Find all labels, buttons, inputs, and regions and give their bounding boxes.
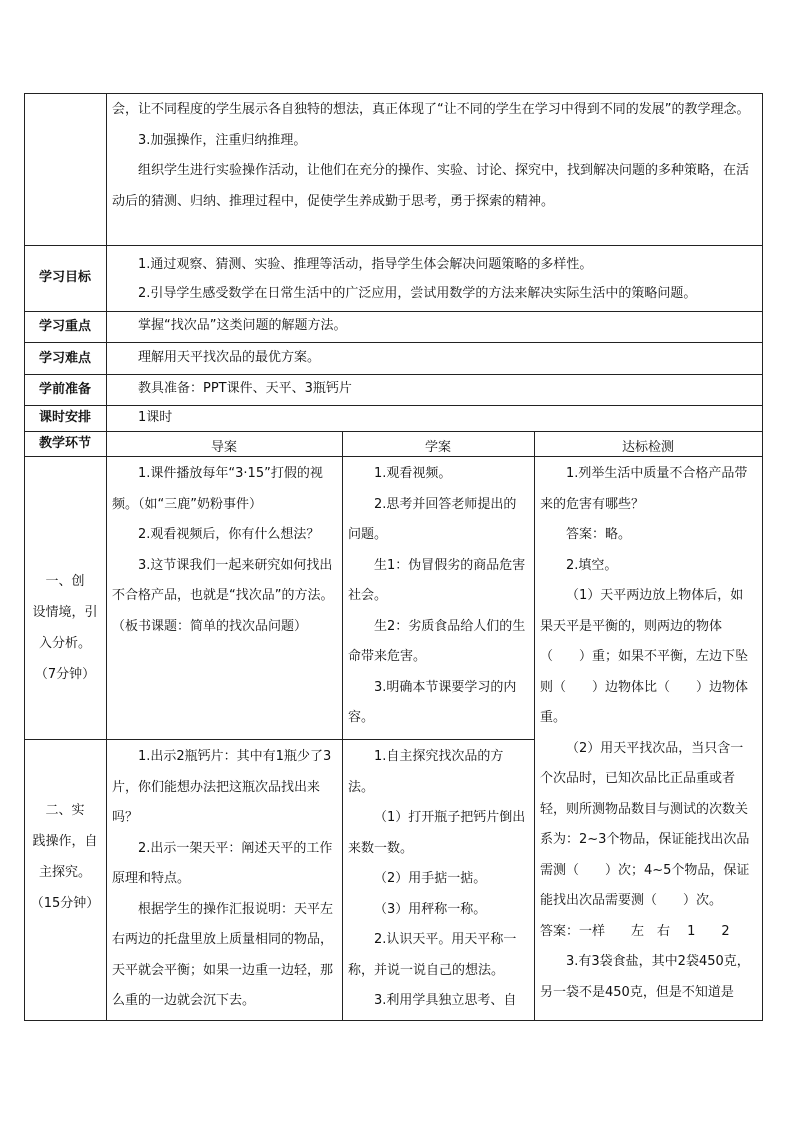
stage-label-line: （15分钟）	[30, 896, 100, 911]
check-paragraph: 1.列举生活中质量不合格产品带来的危害有哪些？	[540, 466, 748, 512]
stage-1-study	[348, 459, 528, 734]
intro-paragraph: 会，让不同程度的学生展示各自独特的想法，真正体现了“让不同的学生在学习中得到不同的发展”的教学理念。	[112, 102, 750, 117]
column-border	[534, 431, 535, 1021]
schedule-cell	[112, 404, 756, 432]
stage-1-label	[24, 566, 106, 690]
stage-label-line: 践操作，自	[32, 834, 98, 849]
study-paragraph: 3.利用学具独立思考、自	[374, 993, 517, 1008]
stage-label-line: 设情境，引	[32, 605, 98, 620]
stage-label-line: 二、实	[45, 803, 85, 818]
header-check: 达标检测	[621, 440, 674, 455]
study-paragraph: 2.思考并回答老师提出的问题。	[348, 496, 517, 542]
guide-paragraph: 根据学生的操作汇报说明：天平左右两边的托盘里放上质量相同的物品，天平就会平衡；如果一边重一边轻，那么重的一边就会沉下去。	[112, 901, 334, 1008]
guide-paragraph: 3.这节课我们一起来研究如何找出不合格产品，也就是“找次品”的方法。（板书课题：简单的找次品问题）	[112, 557, 334, 634]
study-paragraph: 1.自主探究找次品的方法。	[348, 749, 504, 795]
study-paragraph: 3.明确本节课要学习的内容。	[348, 679, 517, 725]
study-paragraph: 1.观看视频。	[374, 466, 452, 481]
check-paragraph: 2.填空。	[566, 557, 618, 573]
stage-label-line: 一、创	[45, 574, 85, 589]
study-paragraph: （1）打开瓶子把钙片倒出来数一数。	[348, 810, 526, 856]
study-paragraph: （2）用手掂一掂。	[374, 871, 487, 886]
header-guide: 导案	[210, 440, 237, 455]
stage-label-line: 主探究。	[38, 865, 91, 880]
stage-2-study	[348, 742, 528, 1017]
row-border	[24, 93, 763, 94]
header-stage: 教学环节	[38, 436, 91, 451]
row-label-difficulties: 学习难点	[38, 351, 91, 366]
row-label-schedule: 课时安排	[38, 410, 91, 425]
check-paragraph: （1）天平两边放上物体后，如果天平是平衡的，则两边的物体（ ）重；如果不平衡，左边下坠则（ ）边物体比（ ）边物体重。	[540, 588, 749, 725]
row-border	[24, 245, 763, 246]
schedule-line: 1课时	[138, 410, 173, 425]
stage-1-guide	[112, 459, 336, 642]
header-study: 学案	[424, 440, 451, 455]
guide-paragraph: 1.出示2瓶钙片：其中有1瓶少了3片，你们能想办法把这瓶次品找出来吗？	[112, 749, 332, 825]
guide-paragraph: 2.出示一架天平：阐述天平的工作原理和特点。	[112, 840, 333, 886]
intro-paragraph: 3.加强操作，注重归纳推理。	[138, 132, 307, 148]
column-border	[342, 431, 343, 1021]
check-paragraph: （2）用天平找次品，当只含一个次品时，已知次品比正品重或者轻，则所测物品数目与测试的次数关系为：2~3个物品，保证能找出次品需测（ ）次；4~5个物品，保证能找出次品需要测（ ）次。	[540, 740, 750, 908]
goal-line: 2.引导学生感受数学在日常生活中的广泛应用，尝试用数学的方法来解决实际生活中的策略问题。	[138, 286, 697, 301]
stage-2-guide	[112, 742, 336, 1017]
answer-line: 答案：一样 左 右 1 2	[540, 923, 730, 939]
difficulty-line: 理解用天平找次品的最优方案。	[138, 350, 321, 365]
intro-cell	[112, 95, 756, 217]
row-label-key-points: 学习重点	[38, 319, 91, 334]
row-border	[24, 1020, 763, 1021]
check-column	[540, 459, 756, 1019]
column-border	[762, 93, 763, 1021]
row-label-learning-goals: 学习目标	[38, 270, 91, 285]
study-paragraph: （3）用秤称一称。	[374, 901, 487, 917]
stage-2-label	[24, 795, 106, 919]
goal-line: 1.通过观察、猜测、实验、推理等活动，指导学生体会解决问题策略的多样性。	[138, 257, 593, 272]
check-paragraph: 3.有3袋食盐，其中2袋450克，另一袋不是450克，但是不知道是	[540, 954, 750, 1000]
guide-paragraph: 2.观看视频后，你有什么想法？	[138, 527, 320, 542]
check-paragraph: 答案：略。	[566, 527, 632, 542]
intro-paragraph: 组织学生进行实验操作活动，让他们在充分的操作、实验、讨论、探究中，找到解决问题的多种策略，在活动后的猜测、归纳、推理过程中，促使学生养成勤于思考，勇于探索的精神。	[112, 163, 750, 209]
column-border	[106, 93, 107, 1021]
learning-goals-cell	[112, 250, 756, 308]
guide-paragraph: 1.课件播放每年“3·15”打假的视频。（如“三鹿”奶粉事件）	[112, 466, 323, 512]
key-point-line: 掌握“找次品”这类问题的解题方法。	[138, 318, 347, 333]
study-paragraph: 生1：伪冒假劣的商品危害社会。	[348, 557, 526, 603]
study-paragraph: 2.认识天平。用天平称一称，并说一说自己的想法。	[348, 932, 517, 978]
row-border	[24, 456, 763, 457]
row-label-preparation: 学前准备	[38, 382, 91, 397]
preparation-cell	[112, 374, 756, 405]
difficulties-cell	[112, 343, 756, 374]
row-border	[24, 739, 534, 740]
stage-label-line: （7分钟）	[34, 667, 96, 682]
stage-label-line: 入分析。	[38, 636, 91, 651]
key-points-cell	[112, 311, 756, 342]
preparation-line: 教具准备：PPT课件、天平、3瓶钙片	[138, 381, 352, 396]
study-paragraph: 生2：劣质食品给人们的生命带来危害。	[348, 618, 526, 664]
